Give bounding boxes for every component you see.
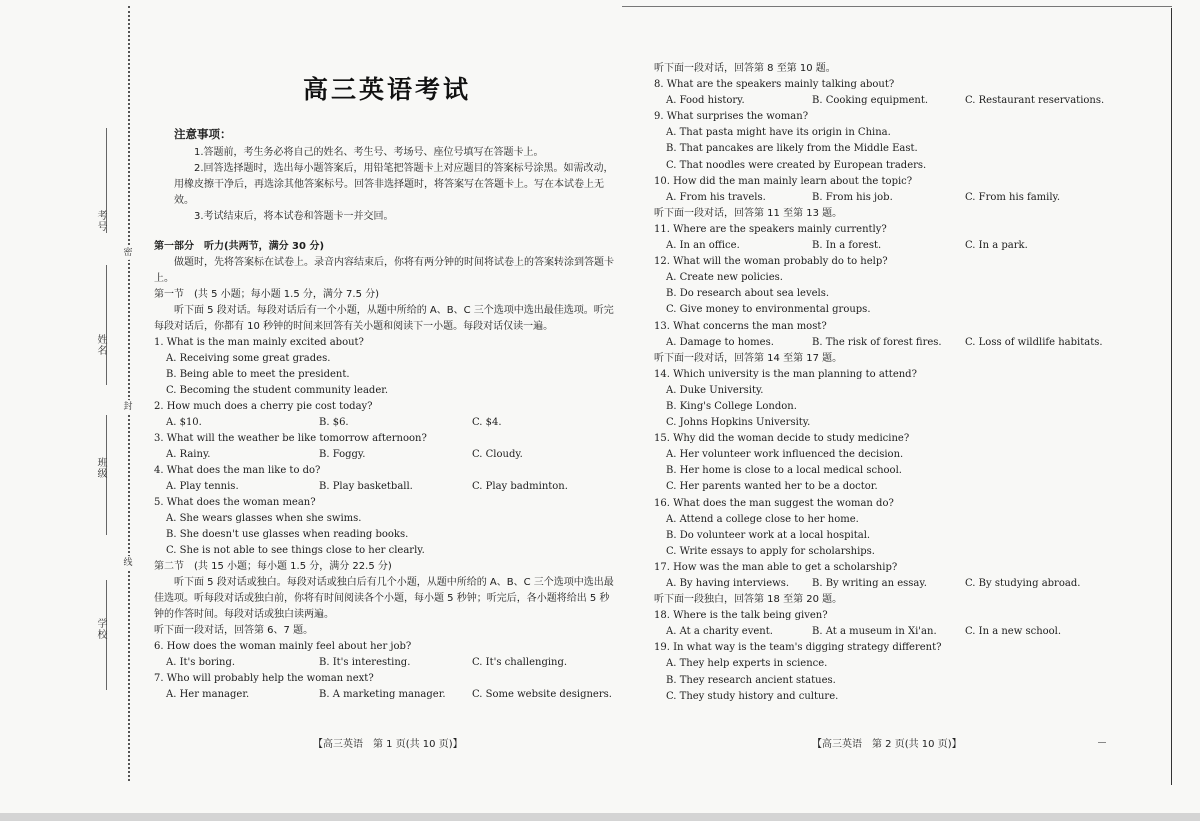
option-row (654, 335, 1124, 351)
question-text: 4. What does the man like to do? (154, 465, 321, 476)
part1-heading: 第一部分 听力(共两节，满分 30 分) (154, 241, 325, 252)
question-text: 15. Why did the woman decide to study medicine? (654, 433, 910, 445)
binding-label-name: 姓名 (95, 334, 106, 356)
answer-option: A. Receiving some great grades. (166, 353, 331, 364)
question-text: 10. How did the man mainly learn about the topic? (654, 175, 913, 187)
notice-item: 3.考试结束后，将本试卷和答题卡一并交回。 (194, 211, 394, 222)
page-top-edge (622, 6, 1172, 7)
answer-option: C. From his family. (965, 191, 1061, 203)
question-text: 14. Which university is the man planning to attend? (654, 368, 917, 380)
answer-option: A. Play tennis. (166, 481, 239, 492)
answer-option: B. That pancakes are likely from the Middle East. (666, 143, 918, 155)
question-text: 16. What does the man suggest the woman do? (654, 497, 894, 509)
answer-option: B. Foggy. (319, 449, 366, 460)
question-text: 19. In what way is the team's digging strategy different? (654, 642, 942, 654)
question-text: 17. How was the man able to get a scholarship? (654, 561, 898, 573)
left-page (154, 126, 616, 703)
question-text: 7. Who will probably help the woman next? (154, 673, 374, 684)
answer-option: A. In an office. (666, 240, 740, 252)
question-list (654, 608, 1124, 705)
answer-option: C. Becoming the student community leader. (166, 385, 389, 396)
answer-option: A. Her volunteer work influenced the decision. (666, 449, 904, 461)
answer-option: B. Her home is close to a local medical school. (666, 465, 902, 477)
answer-option: C. Restaurant reservations. (965, 95, 1105, 107)
answer-option: C. $4. (472, 417, 502, 428)
binding-label-school: 学校 (95, 618, 106, 640)
seal-mark-feng: 封 (121, 400, 135, 414)
question-list (654, 222, 1124, 351)
question-text: 12. What will the woman probably do to help? (654, 256, 888, 268)
seal-mark-xian: 线 (121, 556, 135, 570)
option-row (154, 655, 616, 671)
answer-option: C. Write essays to apply for scholarships. (666, 545, 875, 557)
section2-heading: 第二节 (共 15 小题；每小题 1.5 分，满分 22.5 分) (154, 561, 392, 572)
answer-option: C. Play badminton. (472, 481, 568, 492)
answer-option: C. Johns Hopkins University. (666, 417, 811, 429)
answer-option: A. They help experts in science. (666, 658, 828, 670)
answer-option: A. She wears glasses when she swims. (166, 513, 362, 524)
question-list (154, 335, 616, 559)
question-text: 2. How much does a cherry pie cost today? (154, 401, 373, 412)
question-text: 6. How does the woman mainly feel about her job? (154, 641, 412, 652)
answer-option: B. It's interesting. (319, 657, 411, 668)
notice-heading: 注意事项： (174, 127, 232, 141)
answer-option: A. By having interviews. (666, 578, 790, 589)
question-text: 18. Where is the talk being given? (654, 610, 828, 622)
binding-label-exam-number: 考号 (95, 210, 106, 232)
answer-option: C. It's challenging. (472, 657, 568, 668)
answer-option: A. Food history. (666, 95, 745, 107)
answer-option: B. At a museum in Xi'an. (812, 626, 937, 638)
answer-option: B. A marketing manager. (319, 689, 446, 700)
answer-option: A. $10. (166, 417, 202, 428)
option-row (654, 238, 1124, 254)
answer-option: A. It's boring. (166, 657, 236, 668)
question-list (654, 77, 1124, 206)
answer-option: A. Rainy. (166, 449, 211, 460)
answer-option: A. Create new policies. (666, 272, 783, 284)
answer-option: C. Some website designers. (472, 689, 612, 700)
answer-option: C. They study history and culture. (666, 690, 839, 702)
answer-option: C. Cloudy. (472, 449, 523, 460)
seal-mark-mi: 密 (121, 246, 135, 260)
answer-option: B. Do volunteer work at a local hospital. (666, 529, 871, 541)
answer-option: C. By studying abroad. (965, 578, 1081, 589)
question-text: 8. What are the speakers mainly talking about? (654, 79, 895, 91)
answer-option: C. That noodles were created by European traders. (666, 159, 927, 171)
option-row (154, 479, 616, 495)
question-list (654, 367, 1124, 592)
page-right-edge (1171, 8, 1172, 785)
question-text: 1. What is the man mainly excited about? (154, 337, 364, 348)
answer-option: C. She is not able to see things close to her clearly. (166, 545, 425, 556)
scan-dash-mark (1098, 742, 1106, 743)
right-page (654, 61, 1124, 705)
answer-option: B. Play basketball. (319, 481, 413, 492)
answer-option: C. Loss of wildlife habitats. (965, 336, 1103, 348)
answer-option: B. She doesn't use glasses when reading books. (166, 529, 409, 540)
section2-intro: 听下面 5 段对话或独白。每段对话或独白后有几个小题，从题中所给的 A、B、C 三个选项中选出最佳选项。听每段对话或独白前，你将有时间阅读各个小题，每小题 5 秒钟；听完后，各小题将给出 5 秒钟的作答时间。每段对话或独白读两遍。 (154, 577, 614, 620)
page-footer-right: 【高三英语 第 2 页(共 10 页)】 (812, 739, 962, 750)
answer-option: B. Cooking equipment. (812, 95, 929, 107)
answer-option: C. Give money to environmental groups. (666, 304, 871, 316)
answer-option: B. Being able to meet the president. (166, 369, 350, 380)
answer-option: B. In a forest. (812, 240, 882, 252)
binding-label-class: 班级 (95, 457, 106, 479)
question-text: 13. What concerns the man most? (654, 320, 827, 332)
answer-option: B. From his job. (812, 191, 893, 203)
answer-option: C. In a park. (965, 240, 1028, 252)
scan-bottom-band (0, 813, 1200, 821)
answer-option: B. By writing an essay. (812, 578, 927, 589)
answer-option: A. Her manager. (166, 689, 250, 700)
notice-item: 1.答题前，考生务必将自己的姓名、考生号、考场号、座位号填写在答题卡上。 (194, 147, 544, 158)
part1-intro: 做题时，先将答案标在试卷上。录音内容结束后，你将有两分钟的时间将试卷上的答案转涂到答题卡上。 (154, 257, 614, 284)
option-row (154, 415, 616, 431)
answer-option: B. The risk of forest fires. (812, 336, 942, 348)
answer-option: A. Attend a college close to her home. (666, 513, 859, 525)
name-blank (106, 265, 107, 385)
answer-option: B. $6. (319, 417, 349, 428)
answer-option: A. That pasta might have its origin in China. (666, 127, 891, 139)
option-row (154, 447, 616, 463)
question-text: 3. What will the weather be like tomorrow afternoon? (154, 433, 427, 444)
question-text: 5. What does the woman mean? (154, 497, 316, 508)
question-text: 11. Where are the speakers mainly currently? (654, 223, 887, 235)
listening-cue: 听下面一段对话，回答第 11 至第 13 题。 (654, 207, 843, 219)
question-text: 9. What surprises the woman? (654, 111, 809, 123)
answer-option: A. At a charity event. (666, 626, 773, 638)
page-footer-left: 【高三英语 第 1 页(共 10 页)】 (313, 739, 463, 750)
answer-option: A. Duke University. (666, 384, 764, 396)
answer-option: A. From his travels. (666, 191, 766, 203)
exam-title: 高三英语考试 (303, 75, 472, 104)
listening-cue: 听下面一段对话，回答第 14 至第 17 题。 (654, 352, 843, 364)
option-row (654, 93, 1124, 109)
binding-dotted-line (128, 6, 130, 781)
answer-option: C. In a new school. (965, 626, 1062, 638)
option-row (654, 624, 1124, 640)
option-row (654, 576, 1124, 592)
answer-option: B. King's College London. (666, 400, 797, 412)
option-row (154, 687, 616, 703)
listening-cue: 听下面一段独白，回答第 18 至第 20 题。 (654, 594, 843, 606)
notice-item: 2.回答选择题时，选出每小题答案后，用铅笔把答题卡上对应题目的答案标号涂黑。如需改动，用橡皮擦干净后，再选涂其他答案标号。回答非选择题时，将答案写在答题卡上。写在本试卷上无效。 (174, 163, 614, 206)
option-row (654, 190, 1124, 206)
listening-cue: 听下面一段对话，回答第 8 至第 10 题。 (654, 63, 836, 74)
section1-heading: 第一节 (共 5 小题；每小题 1.5 分，满分 7.5 分) (154, 289, 380, 300)
listening-cue: 听下面一段对话，回答第 6、7 题。 (154, 625, 314, 636)
answer-option: B. They research ancient statues. (666, 674, 836, 686)
answer-option: C. Her parents wanted her to be a doctor. (666, 481, 878, 493)
section1-intro: 听下面 5 段对话。每段对话后有一个小题，从题中所给的 A、B、C 三个选项中选出最佳选项。听完每段对话后，你都有 10 秒钟的时间来回答有关小题和阅读下一小题。每段对话仅读一遍。 (154, 305, 614, 332)
answer-option: A. Damage to homes. (666, 336, 774, 348)
answer-option: B. Do research about sea levels. (666, 288, 830, 300)
question-list (154, 639, 616, 703)
